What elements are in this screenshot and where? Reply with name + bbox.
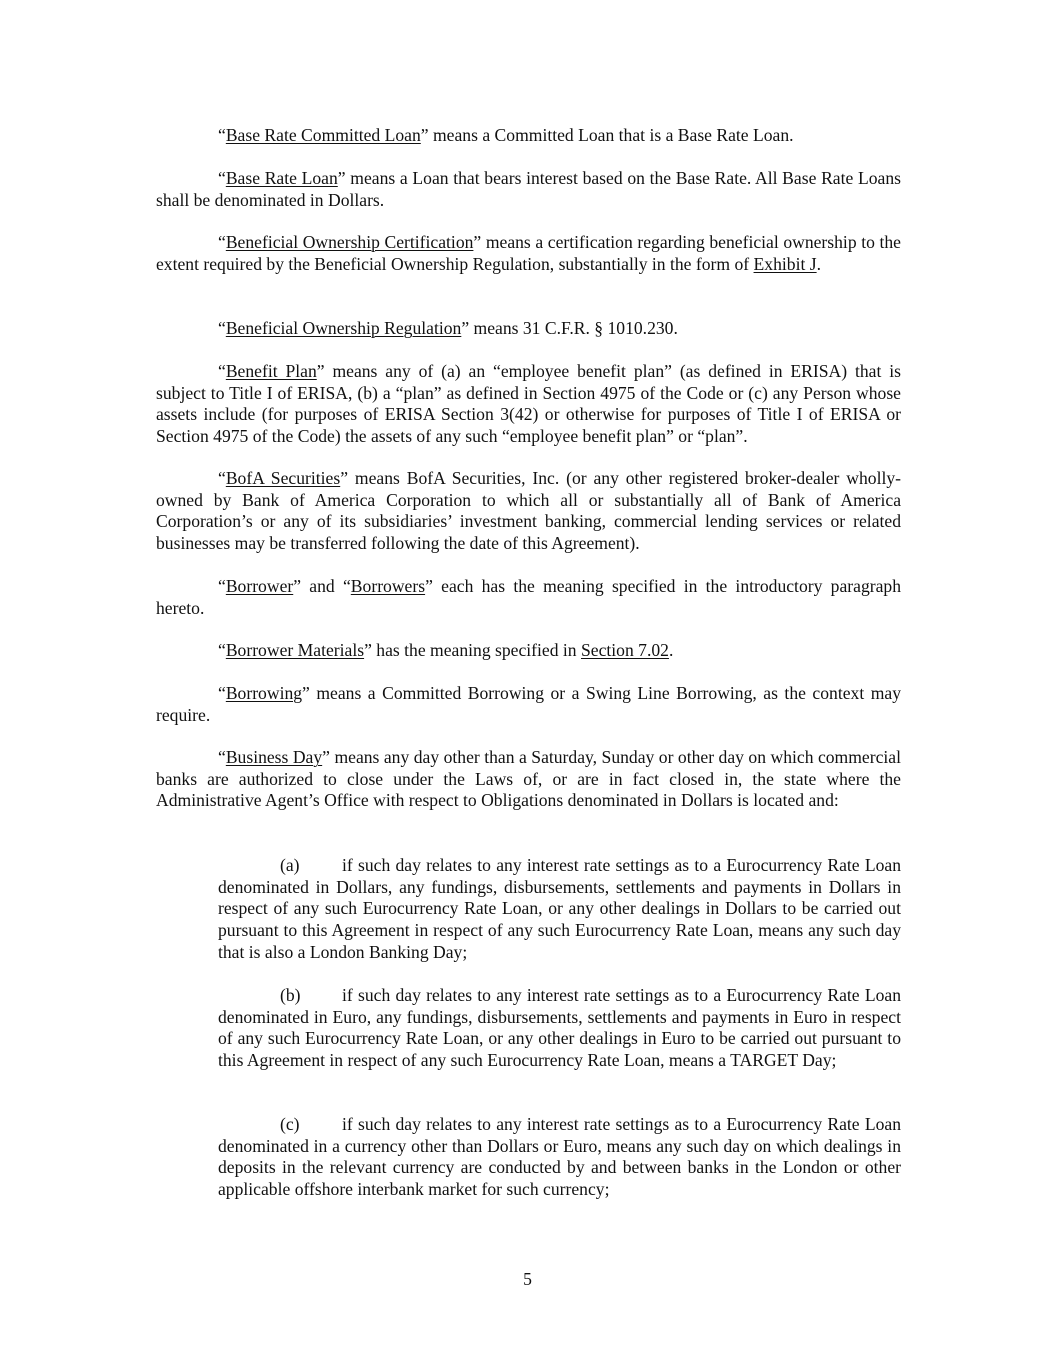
definition-business-day: “Business Day” means any day other than a Saturday, Sunday or other day on which commercial banks are authorized to close under the Laws of, or are in fact closed in, the state where the Administrative Agent’s Office with respect to Obligations denominated in Dollars is located and: — [156, 747, 901, 811]
defined-term: Benefit Plan — [225, 361, 317, 381]
defined-term: Borrowers — [350, 576, 426, 596]
defined-term: Base Rate Committed Loan — [225, 125, 421, 145]
definition-beneficial-ownership-certification: “Beneficial Ownership Certification” means a certification regarding beneficial ownership to the extent required by the Beneficial Ownership Regulation, substantially in the form of Exhibit J. — [156, 232, 901, 274]
definition-borrower: “Borrower” and “Borrowers” each has the meaning specified in the introductory paragraph hereto. — [156, 576, 901, 618]
business-day-clause-c: (c) if such day relates to any interest rate settings as to a Eurocurrency Rate Loan denominated in a currency other than Dollars or Euro, means any such day on which dealings in deposits in the relevant currency are conducted by and between banks in the London or other applicable offshore interbank market for such currency; — [218, 1114, 901, 1200]
cross-reference-exhibit-j: Exhibit J — [753, 253, 817, 274]
defined-term: Borrower Materials — [225, 640, 365, 660]
business-day-clause-a: (a) if such day relates to any interest rate settings as to a Eurocurrency Rate Loan denominated in Dollars, any fundings, disbursements, settlements and payments in Dollars in respect of any such Eurocurrency Rate Loan, or any other dealings in Dollars to be carried out pursuant to this Agreement in respect of any such Eurocurrency Rate Loan, means any such day that is also a London Banking Day; — [218, 855, 901, 962]
definition-borrowing: “Borrowing” means a Committed Borrowing or a Swing Line Borrowing, as the context may require. — [156, 683, 901, 725]
definition-bofa-securities: “BofA Securities” means BofA Securities, Inc. (or any other registered broker-dealer wholly-owned by Bank of America Corporation to which all or substantially all of Bank of America Corporation’s or any of its subsidiaries’ investment banking, commercial lending services or related businesses may be transferred following the date of this Agreement). — [156, 468, 902, 554]
clause-label: (a) — [280, 855, 300, 875]
defined-term: Base Rate Loan — [225, 168, 338, 188]
clause-label: (b) — [280, 985, 301, 1005]
business-day-clause-b: (b) if such day relates to any interest rate settings as to a Eurocurrency Rate Loan denominated in Euro, any fundings, disbursements, settlements and payments in Euro in respect of any such Eurocurrency Rate Loan, or any other dealings in Euro to be carried out pursuant to this Agreement in respect of any such Eurocurrency Rate Loan, means a TARGET Day; — [218, 985, 901, 1071]
definition-beneficial-ownership-regulation: “Beneficial Ownership Regulation” means 31 C.F.R. § 1010.230. — [218, 318, 678, 338]
defined-term: Borrower — [225, 576, 294, 596]
definition-base-rate-loan: “Base Rate Loan” means a Loan that bears interest based on the Base Rate. All Base Rate Loans shall be denominated in Dollars. — [156, 168, 901, 210]
cross-reference-section-7-02: Section 7.02 — [581, 640, 669, 660]
defined-term: Beneficial Ownership Regulation — [225, 318, 462, 338]
defined-term: BofA Securities — [225, 468, 341, 488]
defined-term: Business Day — [225, 747, 323, 767]
definition-base-rate-committed-loan: “Base Rate Committed Loan” means a Committed Loan that is a Base Rate Loan. — [218, 125, 794, 145]
defined-term: Beneficial Ownership Certification — [225, 232, 474, 252]
definition-borrower-materials: “Borrower Materials” has the meaning specified in Section 7.02. — [218, 640, 674, 660]
defined-term: Borrowing — [225, 683, 303, 703]
definition-benefit-plan: “Benefit Plan” means any of (a) an “employee benefit plan” (as defined in ERISA) that is subject to Title I of ERISA, (b) a “plan” as defined in Section 4975 of the Code or (c) any Person whose assets include (for purposes of ERISA Section 3(42) or otherwise for purposes of Title I of ERISA or Section 4975 of the Code) the assets of any such “employee benefit plan” or “plan”. — [156, 361, 901, 447]
page-number: 5 — [523, 1269, 532, 1289]
clause-label: (c) — [280, 1114, 300, 1134]
